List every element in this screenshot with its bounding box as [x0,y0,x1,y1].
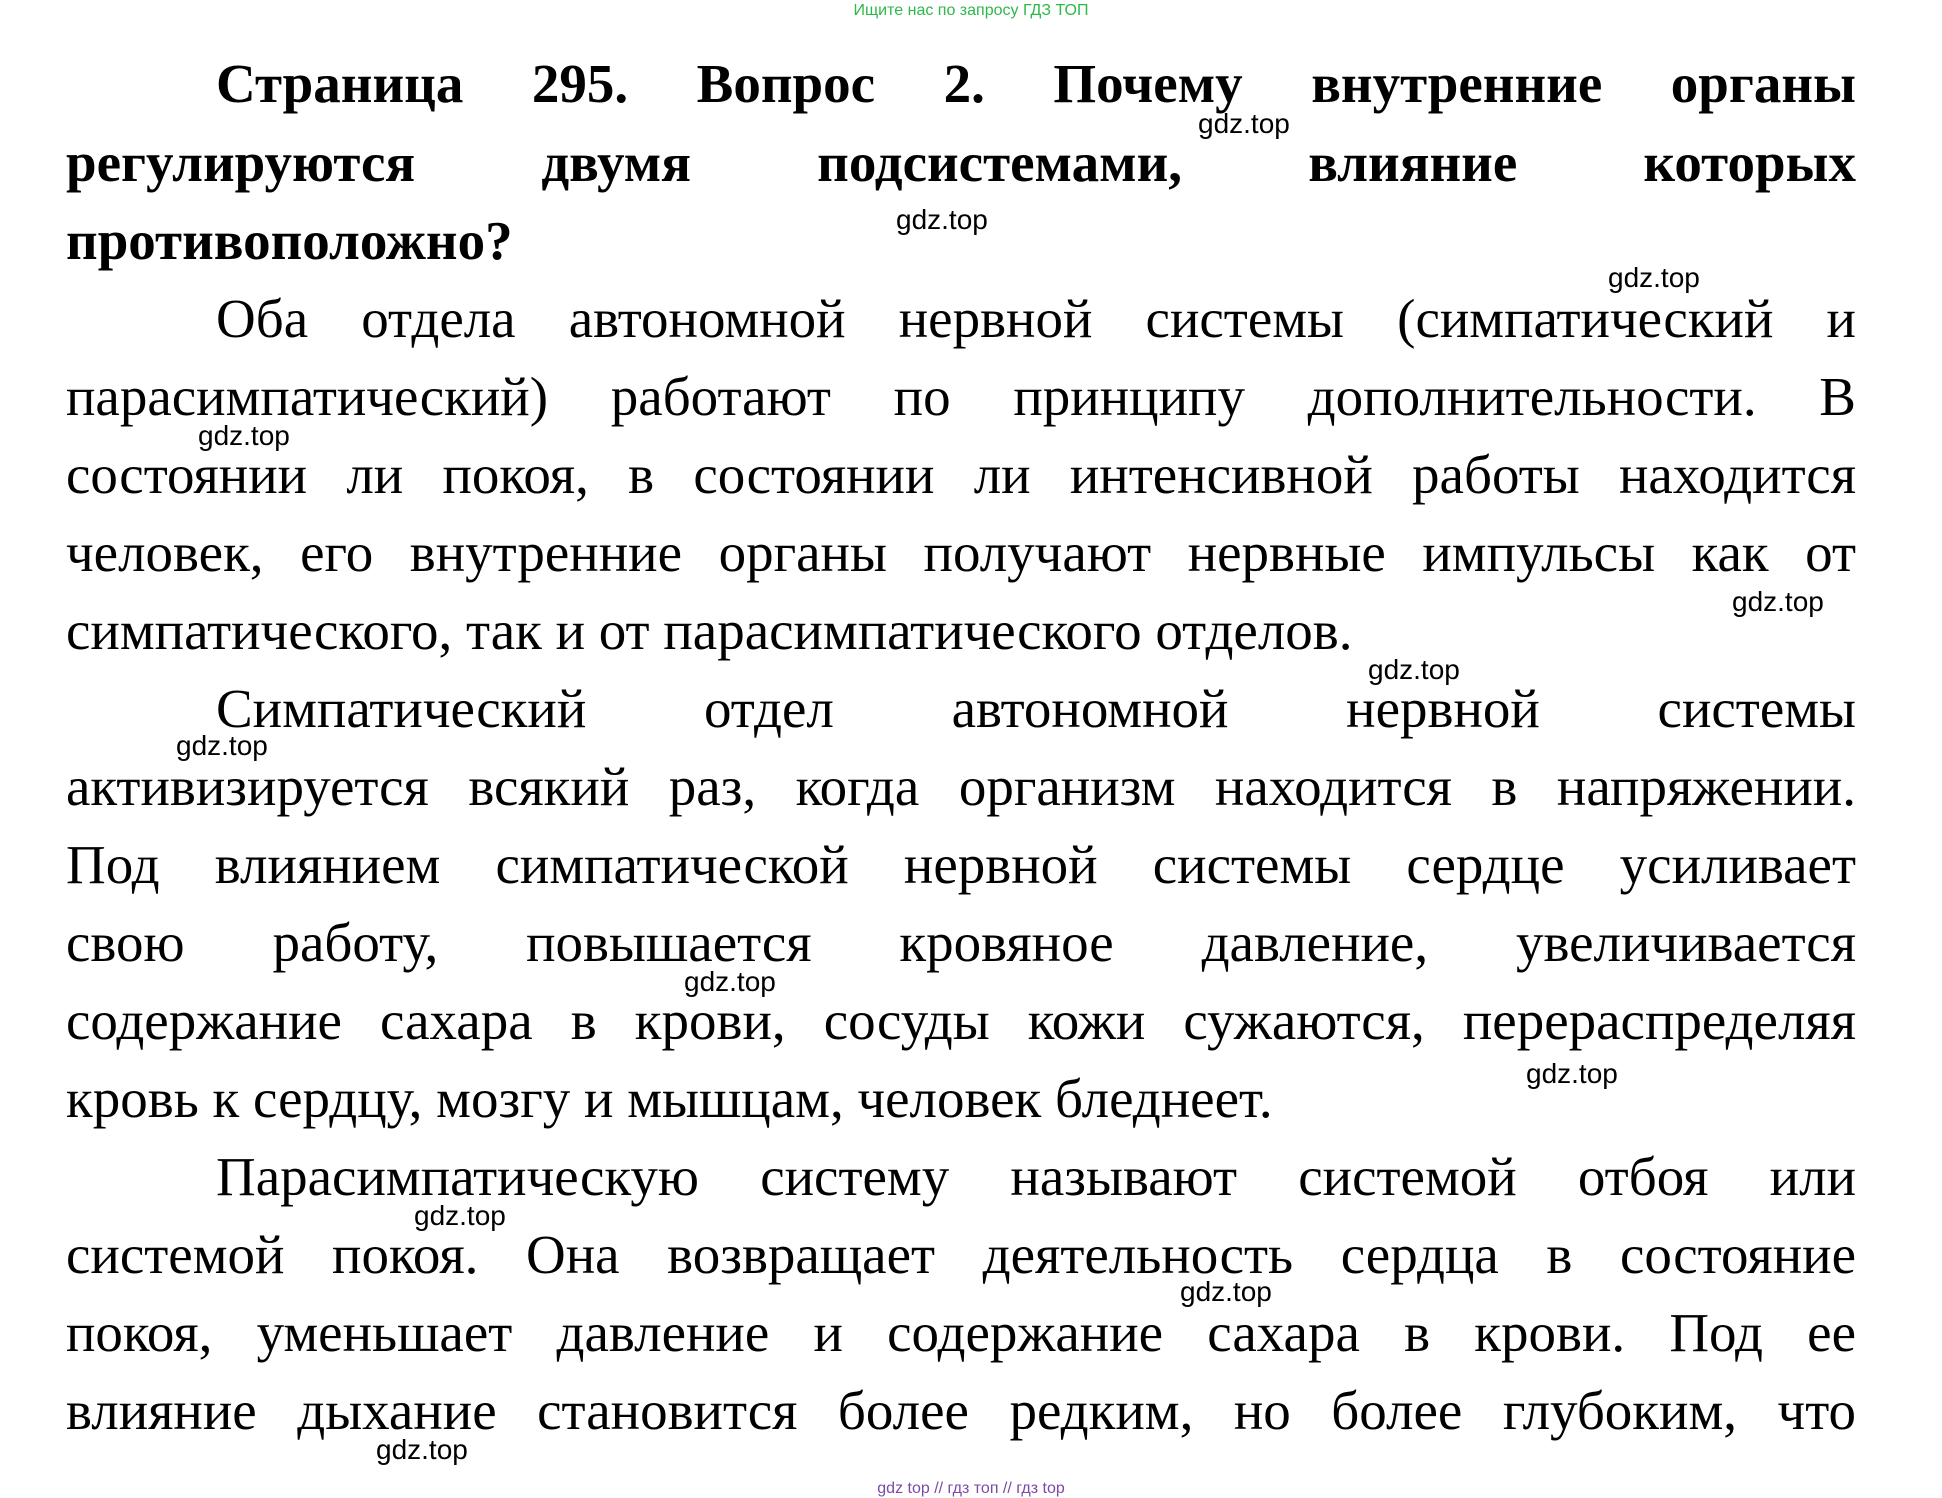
watermark: gdz.top [198,420,290,451]
top-search-hint-link[interactable]: Ищите нас по запросу ГДЗ ТОП [853,2,1089,19]
watermark: gdz.top [1526,1058,1618,1089]
paragraph-2-line-2: активизируется всякий раз, когда организм находится в напряжении. [66,756,1856,817]
paragraph-2-line-4: свою работу, повышается кровяное давление, увеличивается [66,912,1856,973]
watermark: gdz.top [176,730,268,761]
watermark: gdz.top [414,1200,506,1231]
paragraph-2-line-3: Под влиянием симпатической нервной системы сердце усиливает [66,834,1856,895]
watermark: gdz.top [684,966,776,997]
paragraph-3-line-1: Парасимпатическую систему называют системой отбоя или [216,1146,1856,1207]
watermark: gdz.top [1608,262,1700,293]
paragraph-2-line-5: содержание сахара в крови, сосуды кожи сужаются, перераспределяя [66,990,1856,1051]
question-title-line-1: Страница 295. Вопрос 2. Почему внутренние органы [216,53,1856,114]
paragraph-2-line-1: Симпатический отдел автономной нервной системы [216,678,1856,739]
question-title-line-2: регулируются двумя подсистемами, влияние которых [66,132,1856,193]
paragraph-1-line-3: состоянии ли покоя, в состоянии ли интенсивной работы находится [66,444,1856,505]
paragraph-3-line-3: покоя, уменьшает давление и содержание сахара в крови. Под ее [66,1302,1856,1363]
question-title-line-3: противоположно? [66,210,513,271]
watermark: gdz.top [376,1434,468,1465]
watermark: gdz.top [896,204,988,235]
bottom-site-links[interactable]: gdz top // гдз топ // гдз top [877,1480,1065,1497]
paragraph-1-line-2: парасимпатический) работают по принципу дополнительности. В [66,366,1856,427]
watermark: gdz.top [1732,586,1824,617]
paragraph-3-line-4: влияние дыхание становится более редким, но более глубоким, что [66,1380,1856,1441]
watermark: gdz.top [1198,108,1290,139]
paragraph-1-line-1: Оба отдела автономной нервной системы (симпатический и [216,288,1856,349]
paragraph-3-line-2: системой покоя. Она возвращает деятельность сердца в состояние [66,1224,1856,1285]
watermark: gdz.top [1368,654,1460,685]
paragraph-2-line-6: кровь к сердцу, мозгу и мышцам, человек бледнеет. [66,1068,1273,1129]
paragraph-1-line-4: человек, его внутренние органы получают нервные импульсы как от [66,522,1856,583]
paragraph-1-line-5: симпатического, так и от парасимпатического отделов. [66,600,1353,661]
watermark: gdz.top [1180,1276,1272,1307]
